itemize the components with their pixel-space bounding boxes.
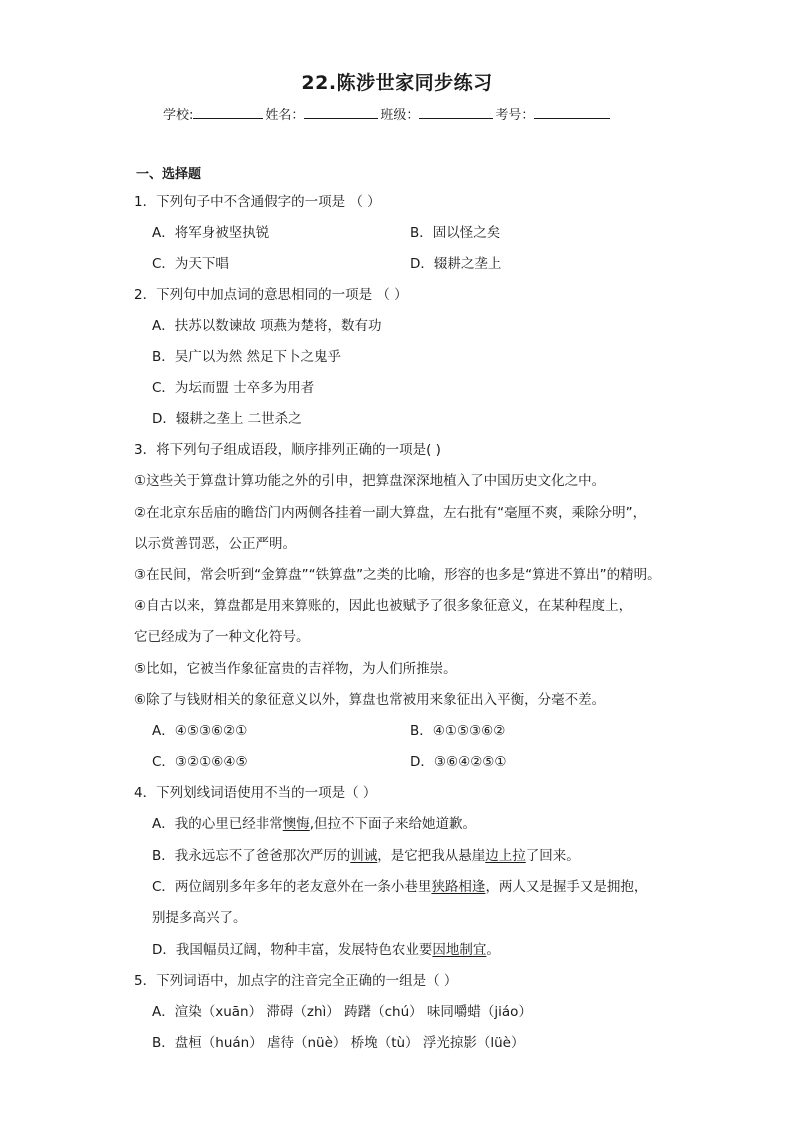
q1-option-b: B．固以怪之矣 [410,225,501,241]
number-blank [534,104,610,119]
q4-option-a [152,815,476,833]
q2-option-b: B．吴广以为然 然足下卜之鬼乎 [152,349,342,365]
q3-option-a: A．④⑤③⑥②① [152,723,248,739]
q5-stem: 5．下列词语中，加点字的注音完全正确的一组是（ ） [134,973,458,989]
q2-stem: 2．下列句中加点词的意思相同的一项是 （ ） [134,287,408,303]
q3-option-c: C．③②①⑥④⑤ [152,754,248,770]
q2-option-c: C．为坛而盟 士卒多为用者 [152,380,315,396]
section-heading: 一、选择题 [136,167,202,182]
student-info-row [163,104,612,123]
q3-sentence-4-cont: 它已经成为了一种文化符号。 [134,629,310,645]
name-blank [304,104,378,119]
q4-a-underlined: 懊悔 [282,816,310,832]
q2-option-a: A．扶苏以数谏故 项燕为楚将，数有功 [152,318,382,334]
q3-sentence-2-cont: 以示赏善罚恶，公正严明。 [134,536,296,552]
q3-sentence-2: ②在北京东岳庙的瞻岱门内两侧各挂着一副大算盘，左右批有“毫厘不爽，乘除分明”， [134,505,647,521]
q4-c-text: C．两位阔别多年多年的老友意外在一条小巷里 [152,879,432,895]
school-blank [193,104,263,119]
number-label: 考号： [495,108,535,123]
q4-a-text-end: ,但拉不下面子来给她道歉。 [309,816,477,832]
class-label: 班级： [380,108,420,123]
q4-option-d [152,941,500,959]
q4-b-text-end: 了回来。 [525,848,580,864]
q5-option-b: B．盘桓（huán） 虐待（nüè） 桥堍（tù） 浮光掠影（lüè） [152,1035,525,1051]
q4-d-underlined: 因地制宜 [432,942,487,958]
q4-option-c-cont: 别提多高兴了。 [152,910,247,926]
page-title: 22.陈涉世家同步练习 [301,72,493,94]
q1-option-a: A．将军身被坚执锐 [152,225,270,241]
q3-stem: 3．将下列句子组成语段，顺序排列正确的一项是( ) [134,442,441,458]
q4-stem: 4．下列划线词语使用不当的一项是（ ） [134,785,377,801]
q1-option-d: D．辍耕之垄上 [410,256,502,272]
q3-sentence-5: ⑤比如，它被当作象征富贵的吉祥物，为人们所推崇。 [134,661,457,677]
q2-option-d: D．辍耕之垄上 二世杀之 [152,411,302,427]
q4-c-text-end: ，两人又是握手又是拥抱， [485,879,648,895]
q4-b-underlined: 训诫 [350,848,378,864]
q3-option-d: D．③⑥④②⑤① [410,754,507,770]
q4-b-text: B．我永远忘不了爸爸那次严厉的 [152,848,351,864]
school-label: 学校: [163,108,194,123]
class-blank [419,104,493,119]
q4-d-text-end: 。 [486,942,500,958]
name-label: 姓名： [265,108,305,123]
q1-option-c: C．为天下唱 [152,256,229,272]
q3-sentence-3: ③在民间，常会听到“金算盘”“铁算盘”之类的比喻，形容的也多是“算进不算出”的精明。 [134,567,661,583]
q4-a-text: A．我的心里已经非常 [152,816,283,832]
q4-b-text-mid: ，是它把我从悬崖 [377,848,486,864]
q3-sentence-6: ⑥除了与钱财相关的象征意义以外，算盘也常被用来象征出入平衡，分毫不差。 [134,692,606,708]
q4-option-c [152,878,647,896]
q4-d-text: D．我国幅员辽阔，物种丰富，发展特色农业要 [152,942,433,958]
q3-option-b: B．④①⑤③⑥② [410,723,506,739]
q4-option-b [152,847,580,865]
q4-c-underlined: 狭路相逢 [431,879,486,895]
q3-sentence-4: ④自古以来，算盘都是用来算账的，因此也被赋予了很多象征意义，在某种程度上， [134,598,633,614]
q1-stem: 1．下列句子中不含通假字的一项是 （ ） [134,194,381,210]
q3-sentence-1: ①这些关于算盘计算功能之外的引申，把算盘深深地植入了中国历史文化之中。 [134,473,606,489]
q5-option-a: A．渲染（xuān） 滞碍（zhì） 踌躇（chú） 味同嚼蜡（jiáo） [152,1004,532,1020]
q4-b-underlined-2: 边上拉 [485,848,526,864]
